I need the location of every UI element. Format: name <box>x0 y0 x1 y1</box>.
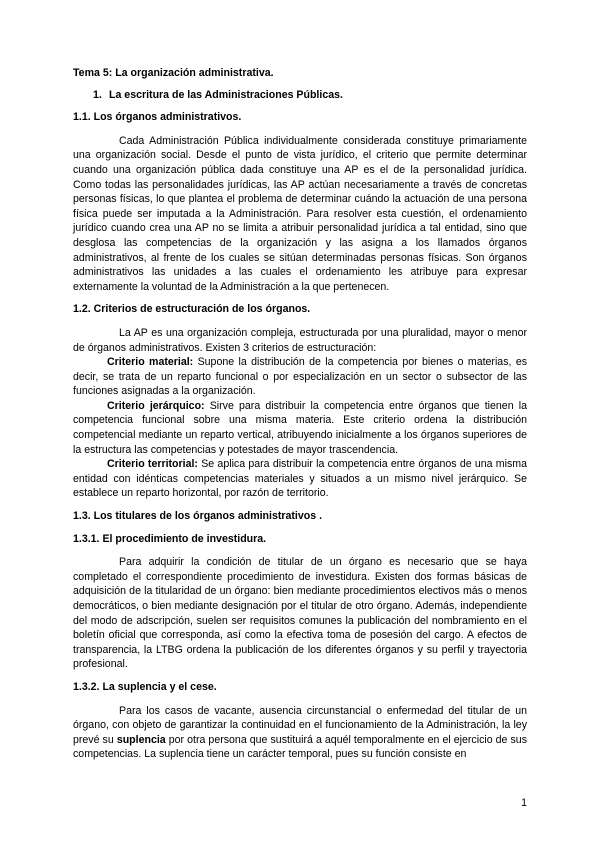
section-number: 1. <box>93 88 102 101</box>
criterio-territorial <box>73 457 527 501</box>
criterio-material <box>73 355 527 399</box>
heading-1-3-2: 1.3.2. La suplencia y el cese. <box>73 680 217 693</box>
paragraph-1-2-intro: La AP es una organización compleja, estructurada por una pluralidad, mayor o menor de órganos administrativos. Existen 3 criterios de estructuración: <box>73 326 527 354</box>
paragraph-1-3-2 <box>73 704 527 762</box>
suplencia-term: suplencia <box>116 733 166 746</box>
criterio-material-text: Supone la distribución de la competencia por bienes o materias, es decir, se trata de un reparto funcional o por especialización en un sector o subsector de las funciones asignadas a la organización. <box>73 356 528 398</box>
paragraph-1-1: Cada Administración Pública individualmente considerada constituye primariamente una organización social. Desde el punto de vista jurídico, el criterio que permite determinar cuando una organización pública dada constituye una AP es el de la personalidad jurídica. Como todas las personalidades jurídicas, las AP actúan necesariamente a través de concretas personas físicas, lo que plantea el problema de determinar cuándo la actuación de una persona física puede ser imputada a la Administración. Para resolver esta cuestión, el ordenamiento jurídico cuando crea una AP no se limita a atribuir personalidad jurídica a tal entidad, sino que desglosa las competencias de la organización y las asigna a los llamados órganos administrativos, al frente de los cuales se sitúan determinadas personas físicas. Son órganos administrativos las unidades a las cuales el ordenamiento les atribuye para expresar externamente la voluntad de la Administración a la que pertenecen. <box>73 134 527 293</box>
page-number: 1 <box>521 797 527 809</box>
criterio-material-label: Criterio material: <box>107 356 194 369</box>
heading-1-2: 1.2. Criterios de estructuración de los órganos. <box>73 303 311 316</box>
page-content <box>73 66 527 762</box>
criterio-jerarquico <box>73 399 527 457</box>
section-heading-1 <box>73 88 527 103</box>
criterio-territorial-label: Criterio territorial: <box>107 458 198 471</box>
criterio-territorial-text: Se aplica para distribuir la competencia entre órganos de una misma entidad con idénticas competencias materiales y situados a un mismo nivel jerárquico. Se establece un reparto horizontal, por razón de territorio. <box>73 458 528 500</box>
paragraph-1-3-2-end: por otra persona que sustituirá a aquél temporalmente en el ejercicio de sus competencias. La suplencia tiene un carácter temporal, pues su función consiste en <box>73 733 527 761</box>
heading-1-1: 1.1. Los órganos administrativos. <box>73 111 242 124</box>
criterio-jerarquico-text: Sirve para distribuir la competencia entre órganos que tienen la competencia funcional sobre una misma materia. Este criterio ordena la distribución competencial mediante un reparto vertical, atribuyendo inicialmente a los órganos superiores de la estructura las competencias y potestades de mayor trascendencia. <box>73 399 527 456</box>
criterio-jerarquico-label: Criterio jerárquico: <box>107 399 205 412</box>
heading-1-3: 1.3. Los titulares de los órganos administrativos . <box>73 510 323 523</box>
document-title: Tema 5: La organización administrativa. <box>73 67 274 79</box>
section-title: La escritura de las Administraciones Públicas. <box>109 88 343 101</box>
paragraph-1-3-1: Para adquirir la condición de titular de un órgano es necesario que se haya completado el correspondiente procedimiento de investidura. Existen dos formas básicas de adquisición de la titularidad de un órgano: bien mediante procedimientos electivos más o menos democráticos, o bien mediante designación por el titular de otro órgano. Además, independiente del modo de adscripción, suelen ser requisitos comunes la publicación del nombramiento en el boletín oficial que corresponda, así como la efectiva toma de posesión del cargo. A efectos de transparencia, la LTBG ordena la publicación de los diferentes órganos y su perfil y trayectoria profesional. <box>73 556 527 671</box>
heading-1-3-1: 1.3.1. El procedimiento de investidura. <box>73 532 267 545</box>
paragraph-1-3-2-start: Para los casos de vacante, ausencia circunstancial o enfermedad del titular de un órgano, con objeto de garantizar la continuidad en el funcionamiento de la Administración, la ley prevé su <box>73 704 527 746</box>
